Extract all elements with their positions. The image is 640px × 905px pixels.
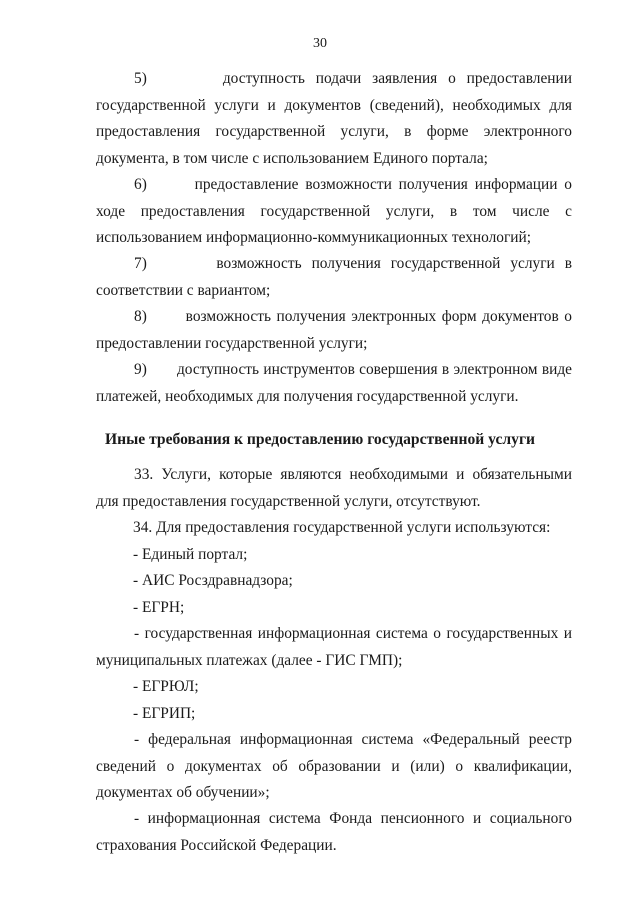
system-item-frdo: - федеральная информационная система «Федеральный реестр сведений о документах об образовании и (или) о квалификации, документах об обучении»; xyxy=(96,731,572,801)
system-item-gis-gmp: - государственная информационная система о государственных и муниципальных платежах (далее - ГИС ГМП); xyxy=(96,625,572,669)
system-item-ais: - АИС Росздравнадзора; xyxy=(133,572,293,589)
system-item-sfr: - информационная система Фонда пенсионного и социального страхования Российской Федерации. xyxy=(96,810,572,854)
item-text: возможность получения государственной услуги в соответствии с вариантом; xyxy=(96,255,572,299)
system-item-egrip: - ЕГРИП; xyxy=(133,705,196,722)
list-item-7 xyxy=(96,251,572,304)
item-text: доступность подачи заявления о предоставлении государственной услуги и документов (сведений), необходимых для предоставления государственной услуги, в форме электронного документа, в том числе с использованием Единого портала; xyxy=(96,70,572,167)
item-text: доступность инструментов совершения в электронном виде платежей, необходимых для получения государственной услуги. xyxy=(96,361,573,405)
paragraph-33: 33. Услуги, которые являются необходимыми и обязательными для предоставления государственной услуги, отсутствуют. xyxy=(96,466,572,510)
item-text: возможность получения электронных форм документов о предоставлении государственной услуги; xyxy=(96,308,572,352)
list-item-8 xyxy=(96,304,572,357)
list-item-5 xyxy=(96,66,572,172)
system-item-egrn: - ЕГРН; xyxy=(133,599,185,616)
list-item-9 xyxy=(96,357,572,410)
section-heading: Иные требования к предоставлению государственной услуги xyxy=(104,431,536,448)
item-number: 8) xyxy=(134,308,147,325)
item-number: 9) xyxy=(134,361,147,378)
paragraph-34: 34. Для предоставления государственной услуги используются: xyxy=(133,519,551,536)
system-item-egrul: - ЕГРЮЛ; xyxy=(133,678,199,695)
system-item-portal: - Единый портал; xyxy=(133,546,248,563)
list-item-6 xyxy=(96,172,572,252)
item-number: 6) xyxy=(134,176,147,193)
item-text: предоставление возможности получения информации о ходе предоставления государственной услуги, в том числе с использованием информационно-коммуникационных технологий; xyxy=(96,176,572,246)
item-number: 7) xyxy=(134,255,147,272)
item-number: 5) xyxy=(134,70,147,87)
page-number: 30 xyxy=(313,36,327,51)
